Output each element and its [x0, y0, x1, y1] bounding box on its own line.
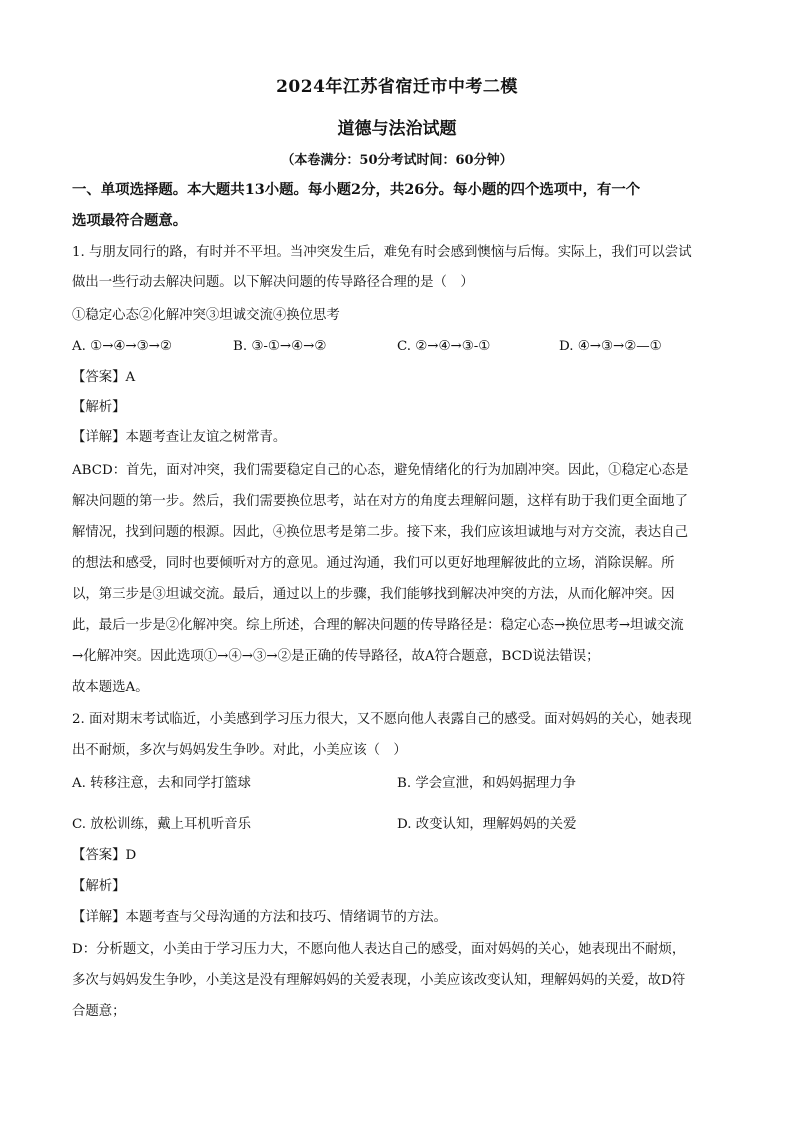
- q2-body-line-1: D：分析题文，小美由于学习压力大，不愿向他人表达自己的感受，面对妈妈的关心，她表现出不耐烦，: [72, 942, 686, 957]
- q1-body-line-1: ABCD：首先，面对冲突，我们需要稳定自己的心态，避免情绪化的行为加剧冲突。因此，①稳定心态是: [72, 463, 689, 478]
- q1-stem-line-2: 做出一些行动去解决问题。以下解决问题的传导路径合理的是（ ）: [72, 275, 474, 290]
- q2-analysis-label: 【解析】: [72, 879, 126, 894]
- q1-body-line-5: 以，第三步是③坦诚交流。最后，通过以上的步骤，我们能够找到解决冲突的方法，从而化解冲突。因: [72, 587, 675, 602]
- q2-option-a: A. 转移注意，去和同学打篮球: [72, 776, 251, 791]
- q2-option-c: C. 放松训练，戴上耳机听音乐: [72, 817, 251, 832]
- q2-option-d: D. 改变认知，理解妈妈的关爱: [397, 817, 577, 832]
- q1-analysis-label: 【解析】: [72, 400, 126, 415]
- q1-body-line-7: →化解冲突。因此选项①→④→③→②是正确的传导路径，故A符合题意，BCD说法错误；: [72, 649, 600, 664]
- q1-option-c: C. ②→④→③-①: [397, 339, 491, 354]
- q1-body-line-4: 的想法和感受，同时也要倾听对方的意见。通过沟通，我们可以更好地理解彼此的立场，消除误解。所: [72, 556, 675, 571]
- section-heading-line-1: 一、单项选择题。本大题共13小题。每小题2分，共26分。每小题的四个选项中，有一个: [72, 181, 641, 198]
- q1-option-d: D. ④→③→②—①: [559, 339, 662, 354]
- exam-subject: 道德与法治试题: [337, 119, 457, 139]
- q2-detail: 【详解】本题考查与父母沟通的方法和技巧、情绪调节的方法。: [72, 910, 447, 925]
- q2-answer: 【答案】D: [72, 848, 137, 863]
- exam-meta: （本卷满分：50分考试时间：60分钟）: [281, 153, 513, 168]
- q1-option-b: B. ③-①→④→②: [233, 339, 327, 354]
- q1-body-line-6: 此，最后一步是②化解冲突。综上所述，合理的解决问题的传导路径是：稳定心态→换位思考→坦诚交流: [72, 618, 684, 633]
- q1-body-line-8: 故本题选A。: [72, 680, 149, 695]
- exam-title: 2024年江苏省宿迁市中考二模: [276, 77, 518, 97]
- q2-stem-line-2: 出不耐烦，多次与妈妈发生争吵。对此，小美应该（ ）: [72, 743, 407, 758]
- q2-body-line-2: 多次与妈妈发生争吵，小美这是没有理解妈妈的关爱表现，小美应该改变认知，理解妈妈的关爱，故D符: [72, 973, 686, 988]
- q2-option-b: B. 学会宣泄，和妈妈据理力争: [397, 776, 577, 791]
- q1-detail: 【详解】本题考查让友谊之树常青。: [72, 430, 287, 445]
- q2-body-line-3: 合题意；: [72, 1004, 126, 1019]
- q2-stem-line-1: 2. 面对期末考试临近，小美感到学习压力很大，又不愿向他人表露自己的感受。面对妈妈的关心，她表现: [72, 712, 692, 727]
- q1-stem-line-1: 1. 与朋友同行的路，有时并不平坦。当冲突发生后，难免有时会感到懊恼与后悔。实际上，我们可以尝试: [72, 245, 692, 260]
- q1-stem-line-3: ①稳定心态②化解冲突③坦诚交流④换位思考: [72, 308, 340, 323]
- section-heading-line-2: 选项最符合题意。: [72, 212, 188, 229]
- q1-option-a: A. ①→④→③→②: [72, 339, 172, 354]
- q1-body-line-2: 解决问题的第一步。然后，我们需要换位思考，站在对方的角度去理解问题，这样有助于我们更全面地了: [72, 494, 688, 509]
- q1-body-line-3: 解情况，找到问题的根源。因此，④换位思考是第二步。接下来，我们应该坦诚地与对方交流，表达自己: [72, 525, 688, 540]
- q1-answer: 【答案】A: [72, 370, 136, 385]
